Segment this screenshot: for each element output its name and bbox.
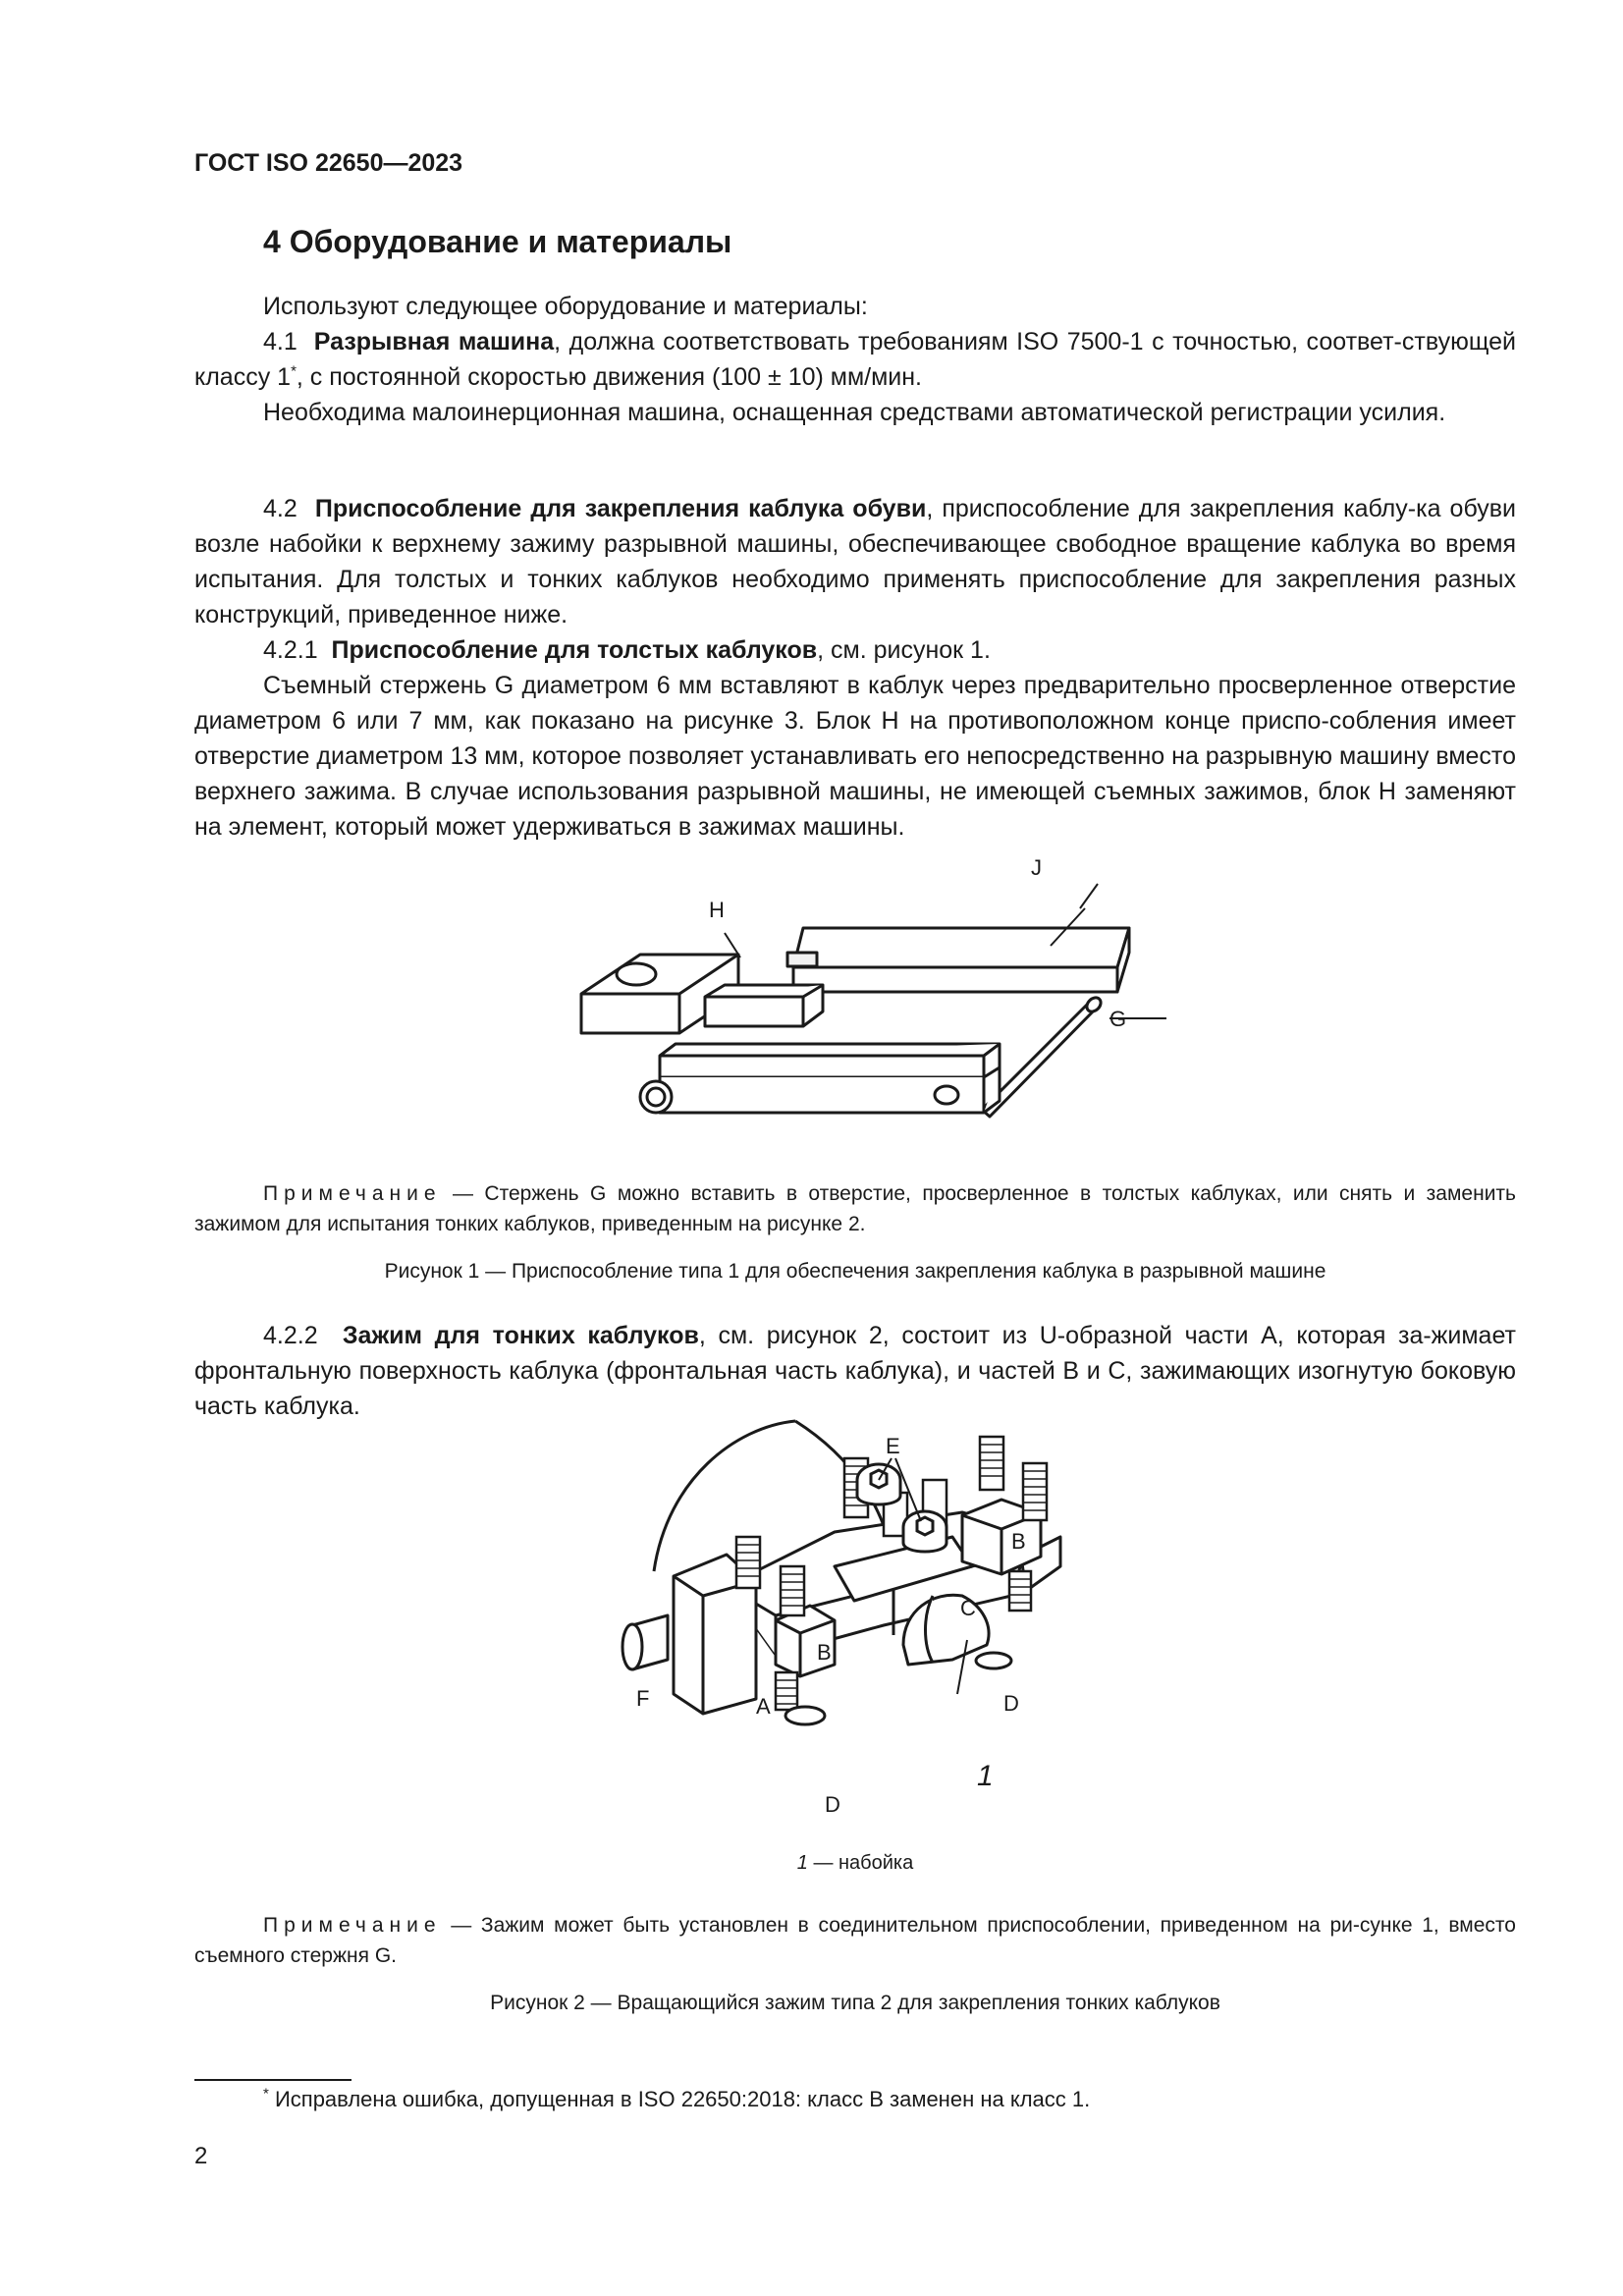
p421-number: 4.2.1 — [263, 636, 318, 664]
fig1-label-j: J — [1031, 855, 1042, 880]
paragraph-4-1 — [194, 324, 1516, 395]
intro-paragraph — [194, 289, 1516, 324]
p41-text-b: , с постоянной скоростью движения (100 ± 10) мм/мин. — [296, 363, 922, 391]
paragraph-4-2-1-body — [194, 668, 1516, 845]
footnote-mark: * — [263, 2085, 269, 2103]
footnote-ref: * — [291, 362, 297, 380]
fig2-legend-text: — набойка — [807, 1852, 914, 1874]
fig2-note-label: Примечание — [263, 1914, 442, 1937]
intro-text: Используют следующее оборудование и материалы: — [263, 293, 868, 320]
fig2-label-b-right: B — [1011, 1529, 1026, 1554]
footnote-rule — [194, 2079, 352, 2081]
p421-text: , см. рисунок 1. — [817, 636, 991, 664]
footnote — [263, 2087, 1090, 2112]
fig2-label-1: 1 — [977, 1760, 994, 1792]
fig2-legend-number: 1 — [796, 1852, 808, 1874]
page-number: 2 — [194, 2143, 208, 2169]
figure-1-caption: Рисунок 1 — Приспособление типа 1 для обеспечения закрепления каблука в разрывной машине — [384, 1260, 1326, 1283]
fig1-label-g: G — [1109, 1007, 1127, 1031]
p42-term: Приспособление для закрепления каблука обуви — [314, 495, 927, 522]
figure-2-legend — [194, 1852, 1516, 1875]
fig2-label-b-middle: B — [817, 1640, 832, 1665]
p41-number: 4.1 — [263, 328, 298, 355]
p422-number: 4.2.2 — [263, 1322, 318, 1349]
figure-1-note — [194, 1178, 1516, 1239]
fig2-label-c: C — [960, 1596, 976, 1620]
fig2-note-text: — Зажим может быть установлен в соединительном приспособлении, приведенном на ри-сунке 1, вместо съемного стержня G. — [194, 1914, 1516, 1967]
paragraph-4-2 — [194, 491, 1516, 632]
figure-2-note — [194, 1910, 1516, 1971]
p41-term: Разрывная машина — [313, 328, 555, 355]
footnote-text: Исправлена ошибка, допущенная в ISO 22650:2018: класс B заменен на класс 1. — [274, 2087, 1091, 2111]
paragraph-4-2-1 — [194, 632, 1516, 668]
p41-extra-text: Необходима малоинерционная машина, оснащенная средствами автоматической регистрации усилия. — [263, 399, 1446, 426]
fig2-label-d-bottom: D — [825, 1792, 840, 1817]
p421-term: Приспособление для толстых каблуков — [331, 636, 818, 664]
p422-term: Зажим для тонких каблуков — [342, 1322, 699, 1349]
p42-number: 4.2 — [263, 495, 298, 522]
fig2-label-e: E — [886, 1434, 900, 1458]
paragraph-4-2-2 — [194, 1318, 1516, 1424]
document-header: ГОСТ ISO 22650—2023 — [194, 149, 463, 177]
fig2-label-d-right: D — [1003, 1691, 1019, 1716]
p421-body-text: Съемный стержень G диаметром 6 мм вставляют в каблук через предварительно просверленное отверстие диаметром 6 или 7 мм, как показано на рисунке 3. Блок H на противоположном конце приспо-собления имеет отверстие диаметром 13 мм, которое позволяет устанавливать его непосредственно на разрывную машину вместо верхнего зажима. В случае использования разрывной машины, не имеющей съемных зажимов, блок H заменяют на элемент, который может удерживаться в зажимах машины. — [194, 672, 1516, 841]
fig1-note-label: Примечание — [263, 1182, 442, 1205]
fig2-label-f: F — [636, 1686, 650, 1711]
figure-2-caption: Рисунок 2 — Вращающийся зажим типа 2 для закрепления тонких каблуков — [490, 1992, 1220, 2014]
p422-text: , см. рисунок 2, состоит из U-образной части A, которая за-жимает фронтальную поверхность каблука (фронтальная часть каблука), и частей B и C, зажимающих изогнутую боковую часть каблука. — [194, 1322, 1516, 1420]
p42-text: , приспособление для закрепления каблу-ка обуви возле набойки к верхнему зажиму разрывной машины, обеспечивающее свободное вращение каблука во время испытания. Для толстых и тонких каблуков необходимо применять приспособление для закрепления разных конструкций, приведенное ниже. — [194, 495, 1516, 629]
figure-1-drawing — [560, 855, 1168, 1144]
fig1-label-h: H — [709, 898, 725, 922]
fig1-note-text: — Стержень G можно вставить в отверстие, просверленное в толстых каблуках, или снять и заменить зажимом для испытания тонких каблуков, приведенным на рисунке 2. — [194, 1182, 1516, 1235]
paragraph-4-1-extra — [194, 395, 1516, 430]
fig2-label-a: A — [756, 1694, 771, 1719]
p41-text-a: , должна соответствовать требованиям ISO 7500-1 с точностью, соответ-ствующей классу 1 — [194, 328, 1516, 391]
figure-2-drawing — [638, 1419, 1109, 1831]
section-title: 4 Оборудование и материалы — [263, 224, 732, 259]
